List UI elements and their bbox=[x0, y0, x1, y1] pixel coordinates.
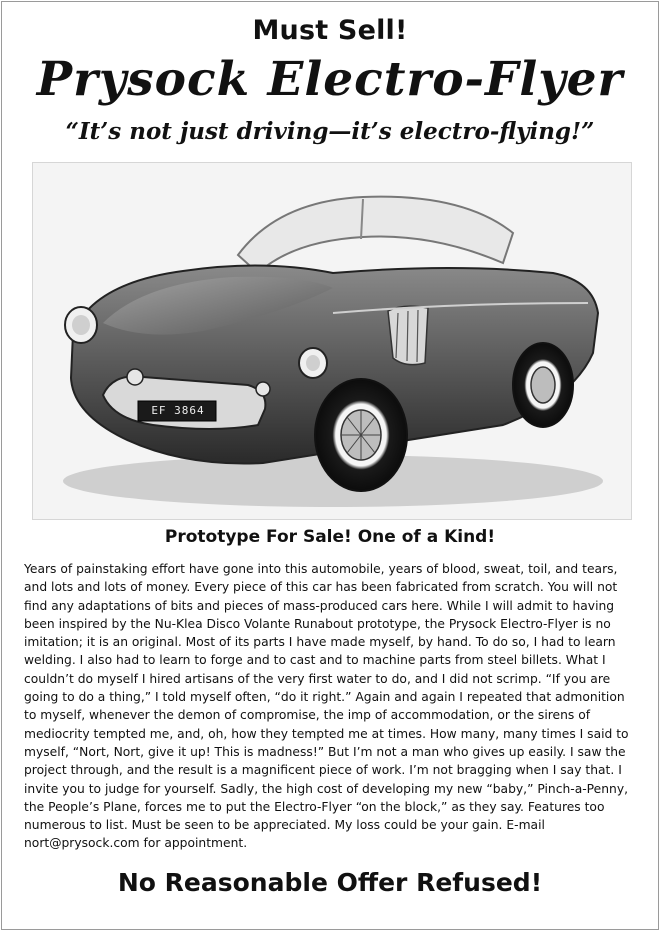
car-photo bbox=[32, 162, 632, 520]
license-plate-text: EF 3864 bbox=[151, 404, 205, 417]
ad-footer: No Reasonable Offer Refused! bbox=[117, 868, 543, 897]
ad-title: Prysock Electro-Flyer bbox=[36, 52, 624, 107]
ad-body: Years of painstaking effort have gone into this automobile, years of blood, sweat, toil, and tears, and lots and lots of money. Every piece of this car has been fabricated from scratch. You will not find any adaptations of bits and pieces of mass-produced cars here. While I will admit to having been inspired by the Nu-Klea Disco Volante Runabout prototype, the Prysock Electro-Flyer is no imitation; it is an original. Most of its parts I have made myself, by hand. To do so, I had to learn welding. I also had to learn to forge and to cast and to machine parts from steel billets. What I couldn’t do myself I hired artisans of the very first water to do, and I did not scrimp. “If you are going to do a thing,” I told myself often, “do it right.” Again and again I repeated that admonition to myself, whenever the demon of compromise, the imp of accommodation, or the sirens of mediocrity tempted me, and, oh, how they tempted me at times. How many, many times I said to myself, “Nort, Nort, give it up! This is madness!” But I’m not a man who gives up easily. I saw the project through, and the result is a magnificent piece of work. I’m not bragging when I say that. I invite you to judge for yourself. Sadly, the high cost of developing my new “baby,” Pinch-a-Penny, the People’s Plane, forces me to put the Electro-Flyer “on the block,” as they say. Features too numerous to list. Must be seen to be appreciated. My loss could be your gain. E-mail nort@prysock.com for appointment. bbox=[24, 562, 629, 851]
ad-subhead: Prototype For Sale! One of a Kind! bbox=[164, 527, 496, 547]
ad-tagline: “It’s not just driving—it’s electro-flying!” bbox=[65, 118, 595, 145]
car-illustration bbox=[33, 163, 631, 519]
ad-page bbox=[1, 1, 659, 930]
header-must-sell: Must Sell! bbox=[252, 15, 408, 46]
